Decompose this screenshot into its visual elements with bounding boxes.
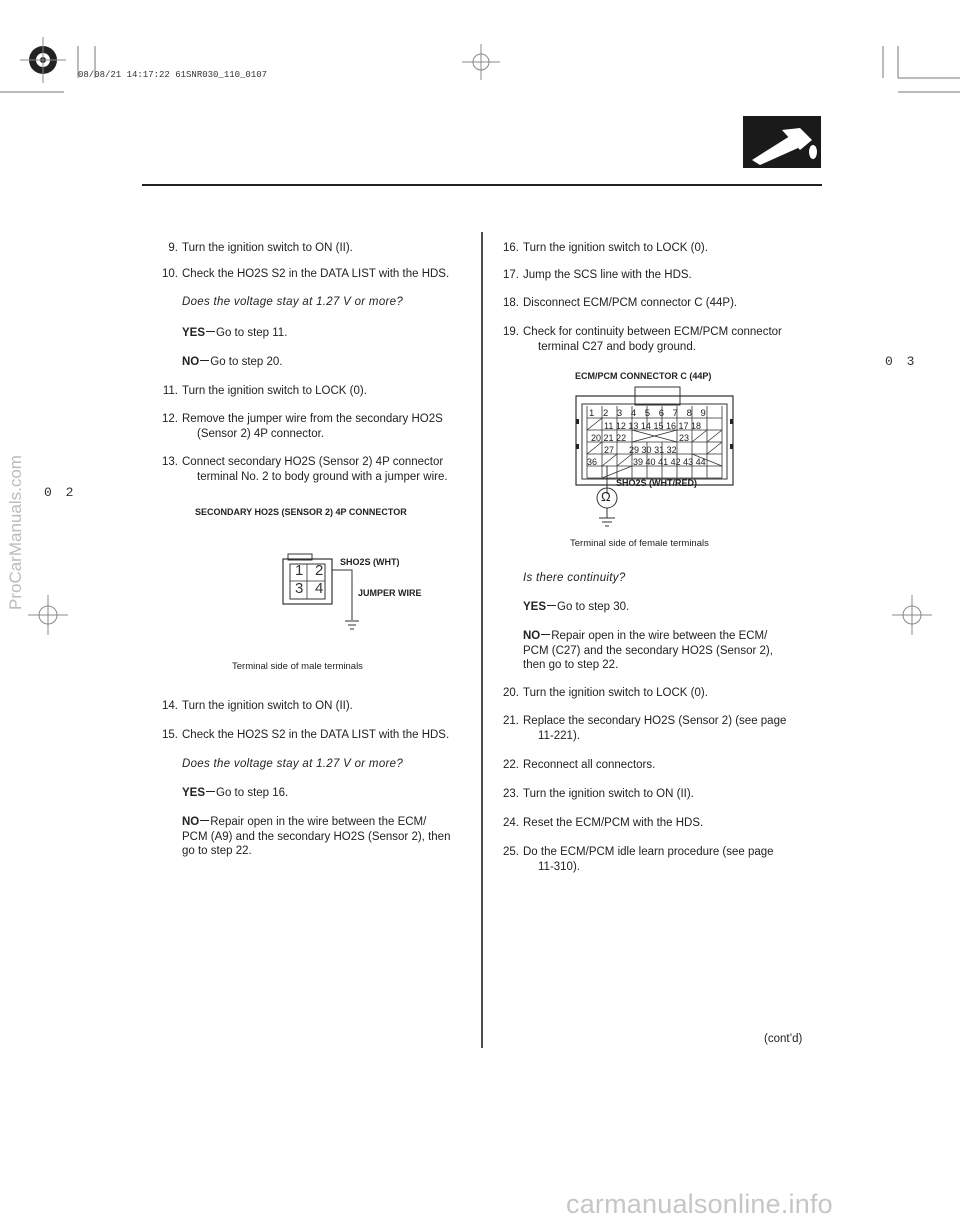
pin-27: 27 — [604, 445, 615, 455]
figure-2-caption: Terminal side of female terminals — [570, 538, 709, 549]
continued-note: (cont’d) — [764, 1033, 803, 1045]
pin-3: 3 — [295, 580, 304, 597]
answer-no-2-line2: PCM (A9) and the secondary HO2S (Sensor 2), then — [182, 831, 451, 843]
answer-no-2: NO Repair open in the wire between the ECM/ — [182, 816, 427, 828]
registration-mark-left — [28, 595, 68, 635]
question-voltage-2: Does the voltage stay at 1.27 V or more? — [182, 758, 404, 770]
pin-1: 1 — [295, 562, 304, 579]
figure-2-title: ECM/PCM CONNECTOR C (44P) — [575, 371, 712, 381]
ohm-symbol: Ω — [601, 489, 611, 504]
wire-label-sho2s-wht-red: SHO2S (WHT/RED) — [616, 478, 697, 488]
question-continuity: Is there continuity? — [523, 572, 626, 584]
wire-label-sho2s: SHO2S (WHT) — [340, 557, 400, 567]
registration-mark-right — [892, 595, 932, 635]
margin-marker-right: 0 3 — [885, 354, 918, 369]
answer-no-2-line3: go to step 22. — [182, 845, 252, 857]
registration-mark-top-left — [20, 37, 66, 83]
pin-row-3: 20 21 22 — [591, 433, 627, 443]
answer-no-3: NO Repair open in the wire between the ECM/ — [523, 630, 768, 642]
watermark-side: ProCarManuals.com — [6, 455, 25, 610]
print-timestamp: 08/08/21 14:17:22 61SNR030_110_0107 — [78, 70, 268, 80]
pin-4: 4 — [315, 580, 324, 597]
answer-no-1: NO Go to step 20. — [182, 356, 283, 368]
answer-yes-3: YES Go to step 30. — [523, 601, 630, 613]
figure-1-title: SECONDARY HO2S (SENSOR 2) 4P CONNECTOR — [195, 507, 407, 517]
watermark-bottom: carmanualsonline.info — [566, 1189, 833, 1219]
pin-36: 36 — [587, 457, 598, 467]
figure-1-caption: Terminal side of male terminals — [232, 661, 363, 672]
jumper-wire-label: JUMPER WIRE — [358, 588, 422, 598]
answer-no-3-line2: PCM (C27) and the secondary HO2S (Sensor 2), — [523, 645, 773, 657]
pin-2: 2 — [315, 562, 324, 579]
pin-row-4: 29 30 31 32 — [629, 445, 677, 455]
pin-row-2: 11 12 13 14 15 16 17 18 — [604, 421, 702, 431]
answer-yes-1: YES Go to step 11. — [182, 327, 288, 339]
pin-row-5: 39 40 41 42 43 44 — [633, 457, 706, 467]
fuel-system-icon — [743, 116, 821, 168]
registration-mark-top-center — [462, 44, 500, 80]
answer-no-3-line3: then go to step 22. — [523, 659, 619, 671]
pin-row-1: 1 2 3 4 5 6 7 8 9 — [589, 408, 707, 419]
question-voltage-1: Does the voltage stay at 1.27 V or more? — [182, 296, 404, 308]
margin-marker-left: 0 2 — [44, 485, 77, 500]
answer-yes-2: YES Go to step 16. — [182, 787, 289, 799]
pin-23: 23 — [679, 433, 690, 443]
